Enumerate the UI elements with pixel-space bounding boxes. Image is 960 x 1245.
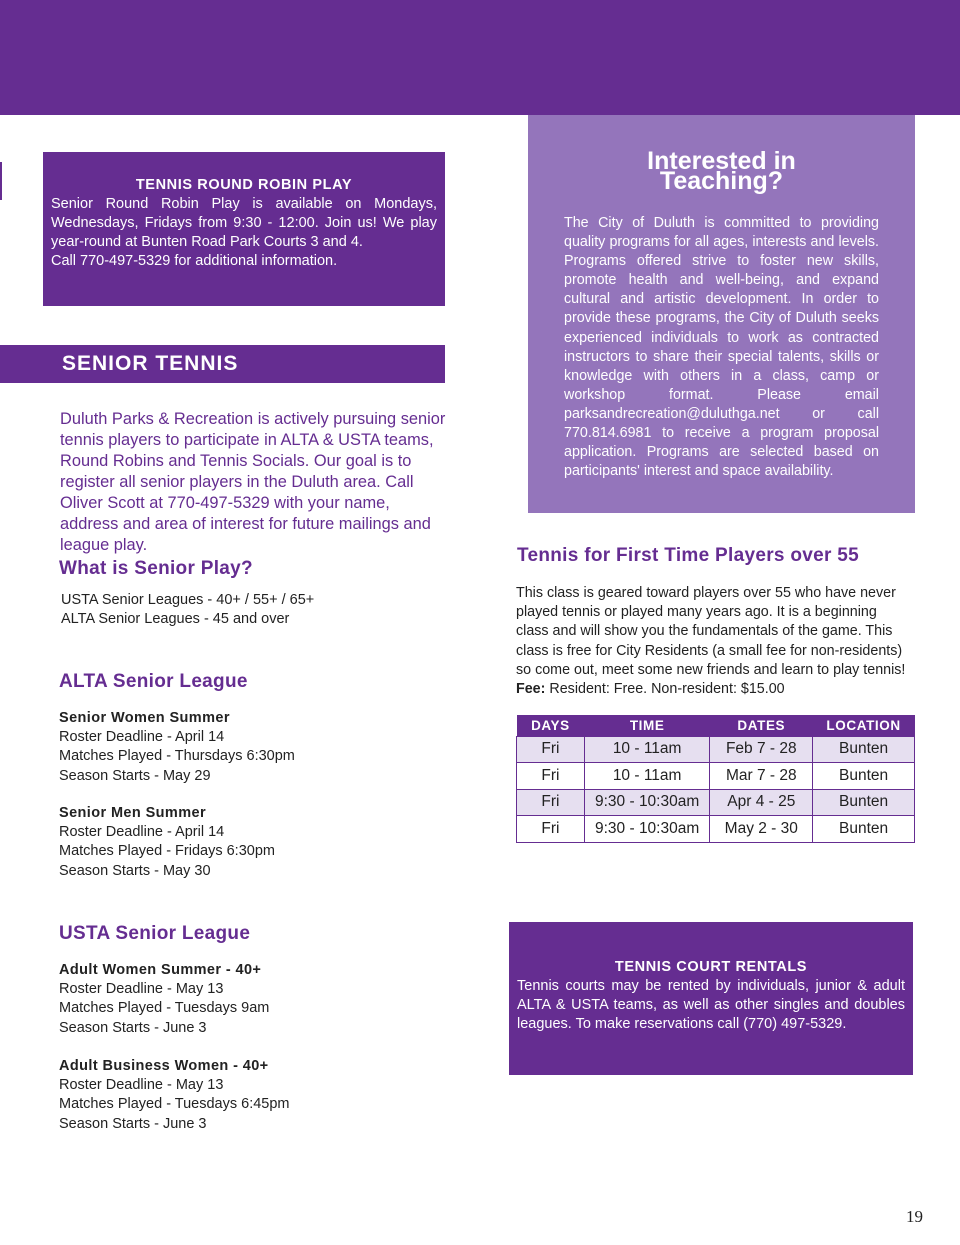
page-number: 19 bbox=[906, 1207, 923, 1226]
usta-senior-league-heading: USTA Senior League bbox=[59, 923, 251, 944]
what-is-senior-play-heading: What is Senior Play? bbox=[59, 558, 253, 579]
fee-text: Resident: Free. Non-resident: $15.00 bbox=[549, 681, 785, 698]
senior-play-line: USTA Senior Leagues - 40+ / 55+ / 65+ bbox=[61, 592, 315, 608]
league-line: Matches Played - Fridays 6:30pm bbox=[59, 843, 275, 860]
teaching-panel bbox=[528, 115, 915, 513]
cell-location: Bunten bbox=[813, 763, 915, 790]
league-line: Season Starts - May 29 bbox=[59, 767, 211, 784]
column-header-time: TIME bbox=[584, 715, 710, 736]
league-line: Roster Deadline - April 14 bbox=[59, 824, 225, 841]
usta-league-women-summer bbox=[59, 961, 269, 1038]
league-line: Season Starts - June 3 bbox=[59, 1115, 207, 1132]
cell-dates: Apr 4 - 25 bbox=[710, 789, 813, 816]
round-robin-title: TENNIS ROUND ROBIN PLAY bbox=[135, 177, 353, 193]
senior-tennis-intro: Duluth Parks & Recreation is actively pursuing senior tennis players to participate in ALTA & USTA teams, Round Robins and Tennis Socials. Our goal is to register all senior players in the Duluth area. Call Oliver Scott at 770-497-5329 with your name, address and area of interest for future mailings and league play. bbox=[60, 410, 446, 554]
senior-play-line: ALTA Senior Leagues - 45 and over bbox=[61, 611, 290, 628]
first-time-description: This class is geared toward players over 55 who have never played tennis or played many years ago. It is a beginning class and will show you the fundamentals of the game. This class is free for City Residents (a small fee for non-residents) so come out, meet some new friends and learn to play tennis! bbox=[516, 585, 906, 678]
cell-day: Fri bbox=[517, 763, 585, 790]
cell-day: Fri bbox=[517, 736, 585, 763]
league-line: Roster Deadline - May 13 bbox=[59, 1077, 224, 1094]
round-robin-contact: Call 770-497-5329 for additional information. bbox=[51, 253, 338, 269]
cell-day: Fri bbox=[517, 789, 585, 816]
first-time-players-heading: Tennis for First Time Players over 55 bbox=[517, 545, 859, 566]
table-row bbox=[517, 816, 915, 843]
teaching-title-line: Teaching? bbox=[659, 167, 784, 195]
league-line: Roster Deadline - May 13 bbox=[59, 981, 224, 998]
fee-label: Fee: bbox=[516, 681, 546, 698]
table-row bbox=[517, 763, 915, 790]
table-row bbox=[517, 789, 915, 816]
cell-day: Fri bbox=[517, 816, 585, 843]
cell-time: 10 - 11am bbox=[584, 736, 710, 763]
league-line: Roster Deadline - April 14 bbox=[59, 729, 225, 746]
league-line: Matches Played - Tuesdays 9am bbox=[59, 1000, 270, 1017]
table-header-row bbox=[517, 715, 915, 736]
class-schedule-table bbox=[516, 715, 915, 843]
cell-location: Bunten bbox=[813, 816, 915, 843]
senior-tennis-banner: SENIOR TENNIS bbox=[0, 345, 445, 383]
cell-dates: Mar 7 - 28 bbox=[710, 763, 813, 790]
league-name: Senior Women Summer bbox=[59, 710, 230, 726]
cell-time: 10 - 11am bbox=[584, 763, 710, 790]
alta-league-men bbox=[59, 804, 275, 881]
round-robin-text: Senior Round Robin Play is available on Mondays, Wednesdays, Fridays from 9:30 - 12:00. Join us! We play year-round at Bunten Road Park Courts 3 and 4. bbox=[51, 196, 437, 250]
court-rentals-title: TENNIS COURT RENTALS bbox=[614, 959, 808, 975]
court-rentals-box bbox=[509, 922, 913, 1075]
league-name: Adult Business Women - 40+ bbox=[59, 1058, 269, 1074]
what-is-senior-play-list bbox=[61, 591, 314, 629]
league-line: Season Starts - May 30 bbox=[59, 862, 211, 879]
header-band bbox=[0, 0, 960, 115]
cell-time: 9:30 - 10:30am bbox=[584, 789, 710, 816]
league-name: Senior Men Summer bbox=[59, 805, 206, 821]
cell-location: Bunten bbox=[813, 736, 915, 763]
page-edge-marker bbox=[0, 162, 2, 200]
teaching-title-line: Interested in bbox=[647, 147, 796, 175]
cell-dates: May 2 - 30 bbox=[710, 816, 813, 843]
alta-senior-league-heading: ALTA Senior League bbox=[59, 671, 248, 692]
cell-time: 9:30 - 10:30am bbox=[584, 816, 710, 843]
league-line: Matches Played - Thursdays 6:30pm bbox=[59, 748, 295, 765]
column-header-dates: DATES bbox=[710, 715, 813, 736]
league-name: Adult Women Summer - 40+ bbox=[59, 962, 262, 978]
round-robin-box bbox=[43, 152, 445, 306]
column-header-days: DAYS bbox=[517, 715, 585, 736]
table-row bbox=[517, 736, 915, 763]
alta-league-women bbox=[59, 709, 295, 786]
teaching-body: The City of Duluth is committed to providing quality programs for all ages, interests and levels. Programs offered strive to foster new skills, promote health and well-being, and expand cultural and artistic development. In order to provide these programs, the City of Duluth seeks experienced individuals to work as contracted instructors to share their special talents, skills or knowledge with others in a class, camp or workshop format. Please email parksandrecreation@duluthga.net or call 770.814.6981 to receive a program proposal application. Programs are selected based on participants' interest and space availability. bbox=[564, 215, 879, 480]
league-line: Matches Played - Tuesdays 6:45pm bbox=[59, 1096, 290, 1113]
first-time-players-body bbox=[516, 584, 908, 699]
league-line: Season Starts - June 3 bbox=[59, 1019, 207, 1036]
cell-dates: Feb 7 - 28 bbox=[710, 736, 813, 763]
cell-location: Bunten bbox=[813, 789, 915, 816]
usta-league-business-women bbox=[59, 1057, 290, 1134]
column-header-location: LOCATION bbox=[813, 715, 915, 736]
court-rentals-text: Tennis courts may be rented by individuals, junior & adult ALTA & USTA teams, as well as other singles and doubles leagues. To make reservations call (770) 497-5329. bbox=[517, 978, 905, 1033]
teaching-title bbox=[528, 147, 915, 195]
